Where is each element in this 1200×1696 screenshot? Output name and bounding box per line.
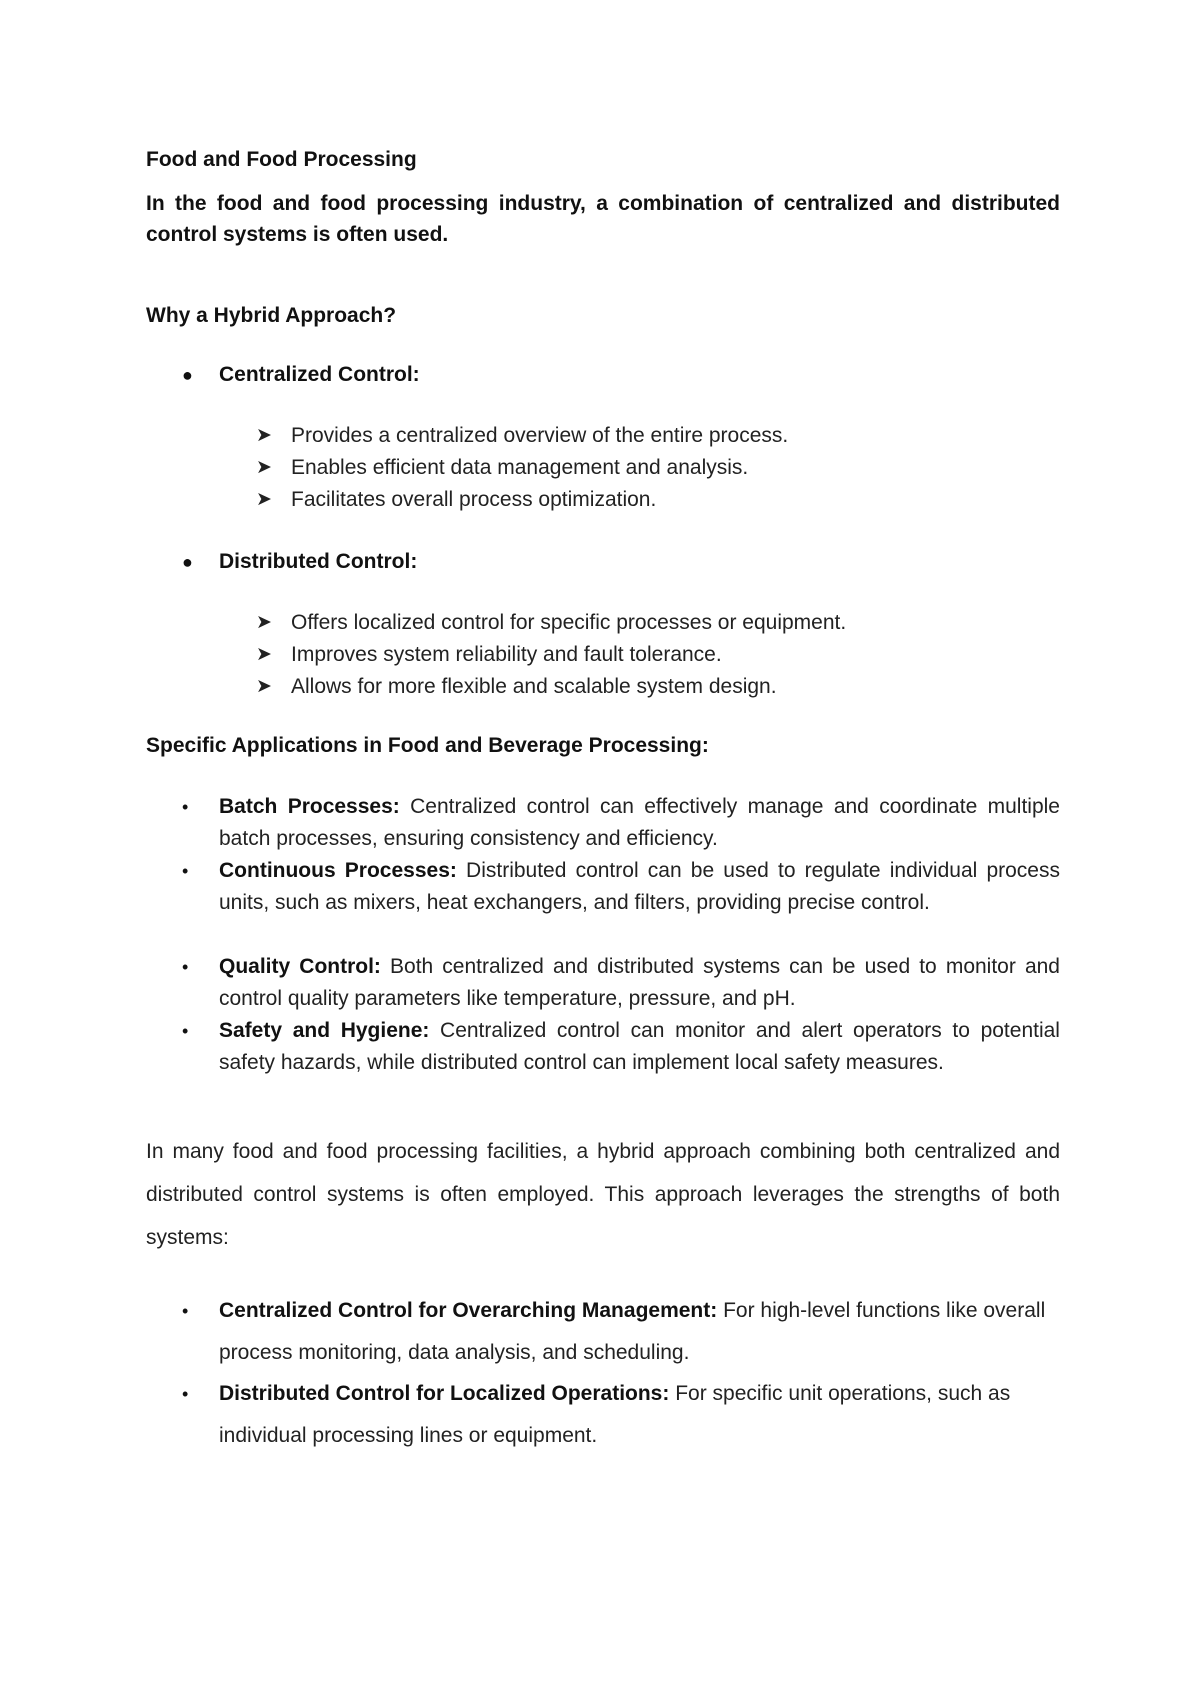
bullet-dot-icon: • bbox=[182, 1301, 189, 1321]
list-item: ➤ Offers localized control for specific processes or equipment. bbox=[256, 607, 1056, 639]
bullet-dot-icon: • bbox=[182, 957, 189, 977]
applications-heading: Specific Applications in Food and Beverage Processing: bbox=[146, 734, 709, 757]
strength-item: • Distributed Control for Localized Operations: For specific unit operations, such as individual processing lines or equipment. bbox=[146, 1373, 1060, 1457]
list-item: ➤ Improves system reliability and fault tolerance. bbox=[256, 639, 1056, 671]
section-centralized bbox=[146, 359, 1060, 391]
bullet-dot-icon: ● bbox=[182, 365, 193, 385]
bullet-dot-icon: • bbox=[182, 861, 189, 881]
document-title: Food and Food Processing bbox=[146, 148, 417, 171]
strength-item: • Centralized Control for Overarching Management: For high-level functions like overall process monitoring, data analysis, and scheduling. bbox=[146, 1290, 1060, 1374]
bullet-dot-icon: • bbox=[182, 797, 189, 817]
arrowhead-bullet-icon: ➤ bbox=[256, 612, 272, 633]
list-item: ➤ Allows for more flexible and scalable system design. bbox=[256, 671, 1056, 703]
arrowhead-bullet-icon: ➤ bbox=[256, 489, 272, 510]
intro-paragraph: In the food and food processing industry, a combination of centralized and distributed control systems is often used. bbox=[146, 192, 1060, 246]
section-heading: Centralized Control: bbox=[219, 363, 420, 386]
arrowhead-bullet-icon: ➤ bbox=[256, 425, 272, 446]
section-distributed bbox=[146, 546, 1060, 578]
arrowhead-bullet-icon: ➤ bbox=[256, 676, 272, 697]
list-item: ➤ Facilitates overall process optimization. bbox=[256, 484, 1056, 516]
section-heading: Distributed Control: bbox=[219, 550, 418, 573]
why-heading: Why a Hybrid Approach? bbox=[146, 304, 397, 327]
bullet-dot-icon: • bbox=[182, 1021, 189, 1041]
arrowhead-bullet-icon: ➤ bbox=[256, 644, 272, 665]
summary-paragraph: In many food and food processing facilities, a hybrid approach combining both centralized and distributed control systems is often employed. This approach leverages the strengths of both systems: bbox=[146, 1140, 1060, 1249]
list-item: ➤ Enables efficient data management and analysis. bbox=[256, 452, 1056, 484]
application-item: • Batch Processes: Centralized control can effectively manage and coordinate multiple batch processes, ensuring consistency and efficiency. bbox=[146, 791, 1060, 855]
arrowhead-bullet-icon: ➤ bbox=[256, 457, 272, 478]
list-item: ➤ Provides a centralized overview of the entire process. bbox=[256, 420, 1056, 452]
bullet-dot-icon: ● bbox=[182, 552, 193, 572]
bullet-dot-icon: • bbox=[182, 1384, 189, 1404]
application-item: • Safety and Hygiene: Centralized control can monitor and alert operators to potential safety hazards, while distributed control can implement local safety measures. bbox=[146, 1015, 1060, 1079]
application-item: • Continuous Processes: Distributed control can be used to regulate individual process units, such as mixers, heat exchangers, and filters, providing precise control. bbox=[146, 855, 1060, 919]
application-item: • Quality Control: Both centralized and distributed systems can be used to monitor and control quality parameters like temperature, pressure, and pH. bbox=[146, 951, 1060, 1015]
